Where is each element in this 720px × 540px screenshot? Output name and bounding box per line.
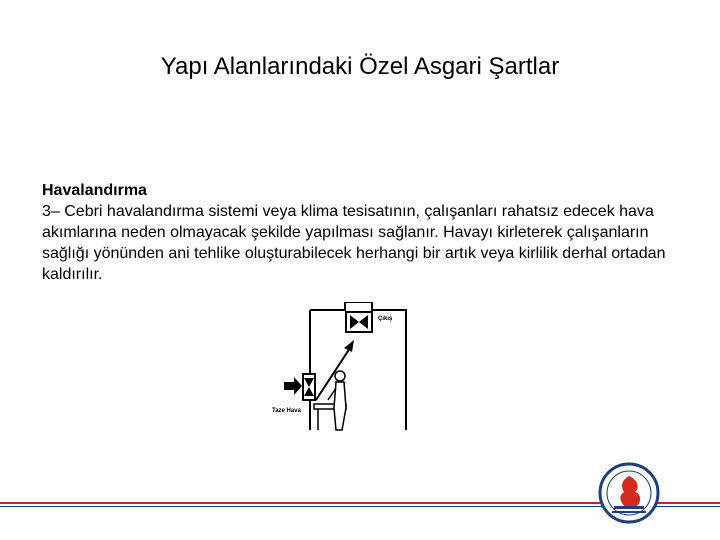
intake-fan-icon	[303, 374, 315, 400]
section-heading: Havalandırma	[42, 182, 147, 199]
body-text	[42, 180, 682, 285]
inlet-label: Taze Hava	[272, 408, 301, 414]
ventilation-diagram	[270, 288, 430, 436]
university-emblem-icon	[598, 462, 660, 524]
slide-title: Yapı Alanlarındaki Özel Asgari Şartlar	[160, 53, 560, 80]
inlet-arrow-icon	[284, 377, 302, 395]
figure-mask	[258, 276, 406, 302]
outlet-label: Çıkış	[378, 316, 393, 322]
section-paragraph: 3– Cebri havalandırma sistemi veya klima tesisatının, çalışanları rahatsız edecek hava akımlarına neden olmayacak şekilde yapılması sağlanır. Havayı kirleterek çalışanların sağlığı yönünden ani tehlike oluşturabilecek herhangi bir artık veya kirlilik derhal ortadan kaldırılır.	[42, 203, 666, 283]
exhaust-fan-icon	[346, 312, 372, 332]
